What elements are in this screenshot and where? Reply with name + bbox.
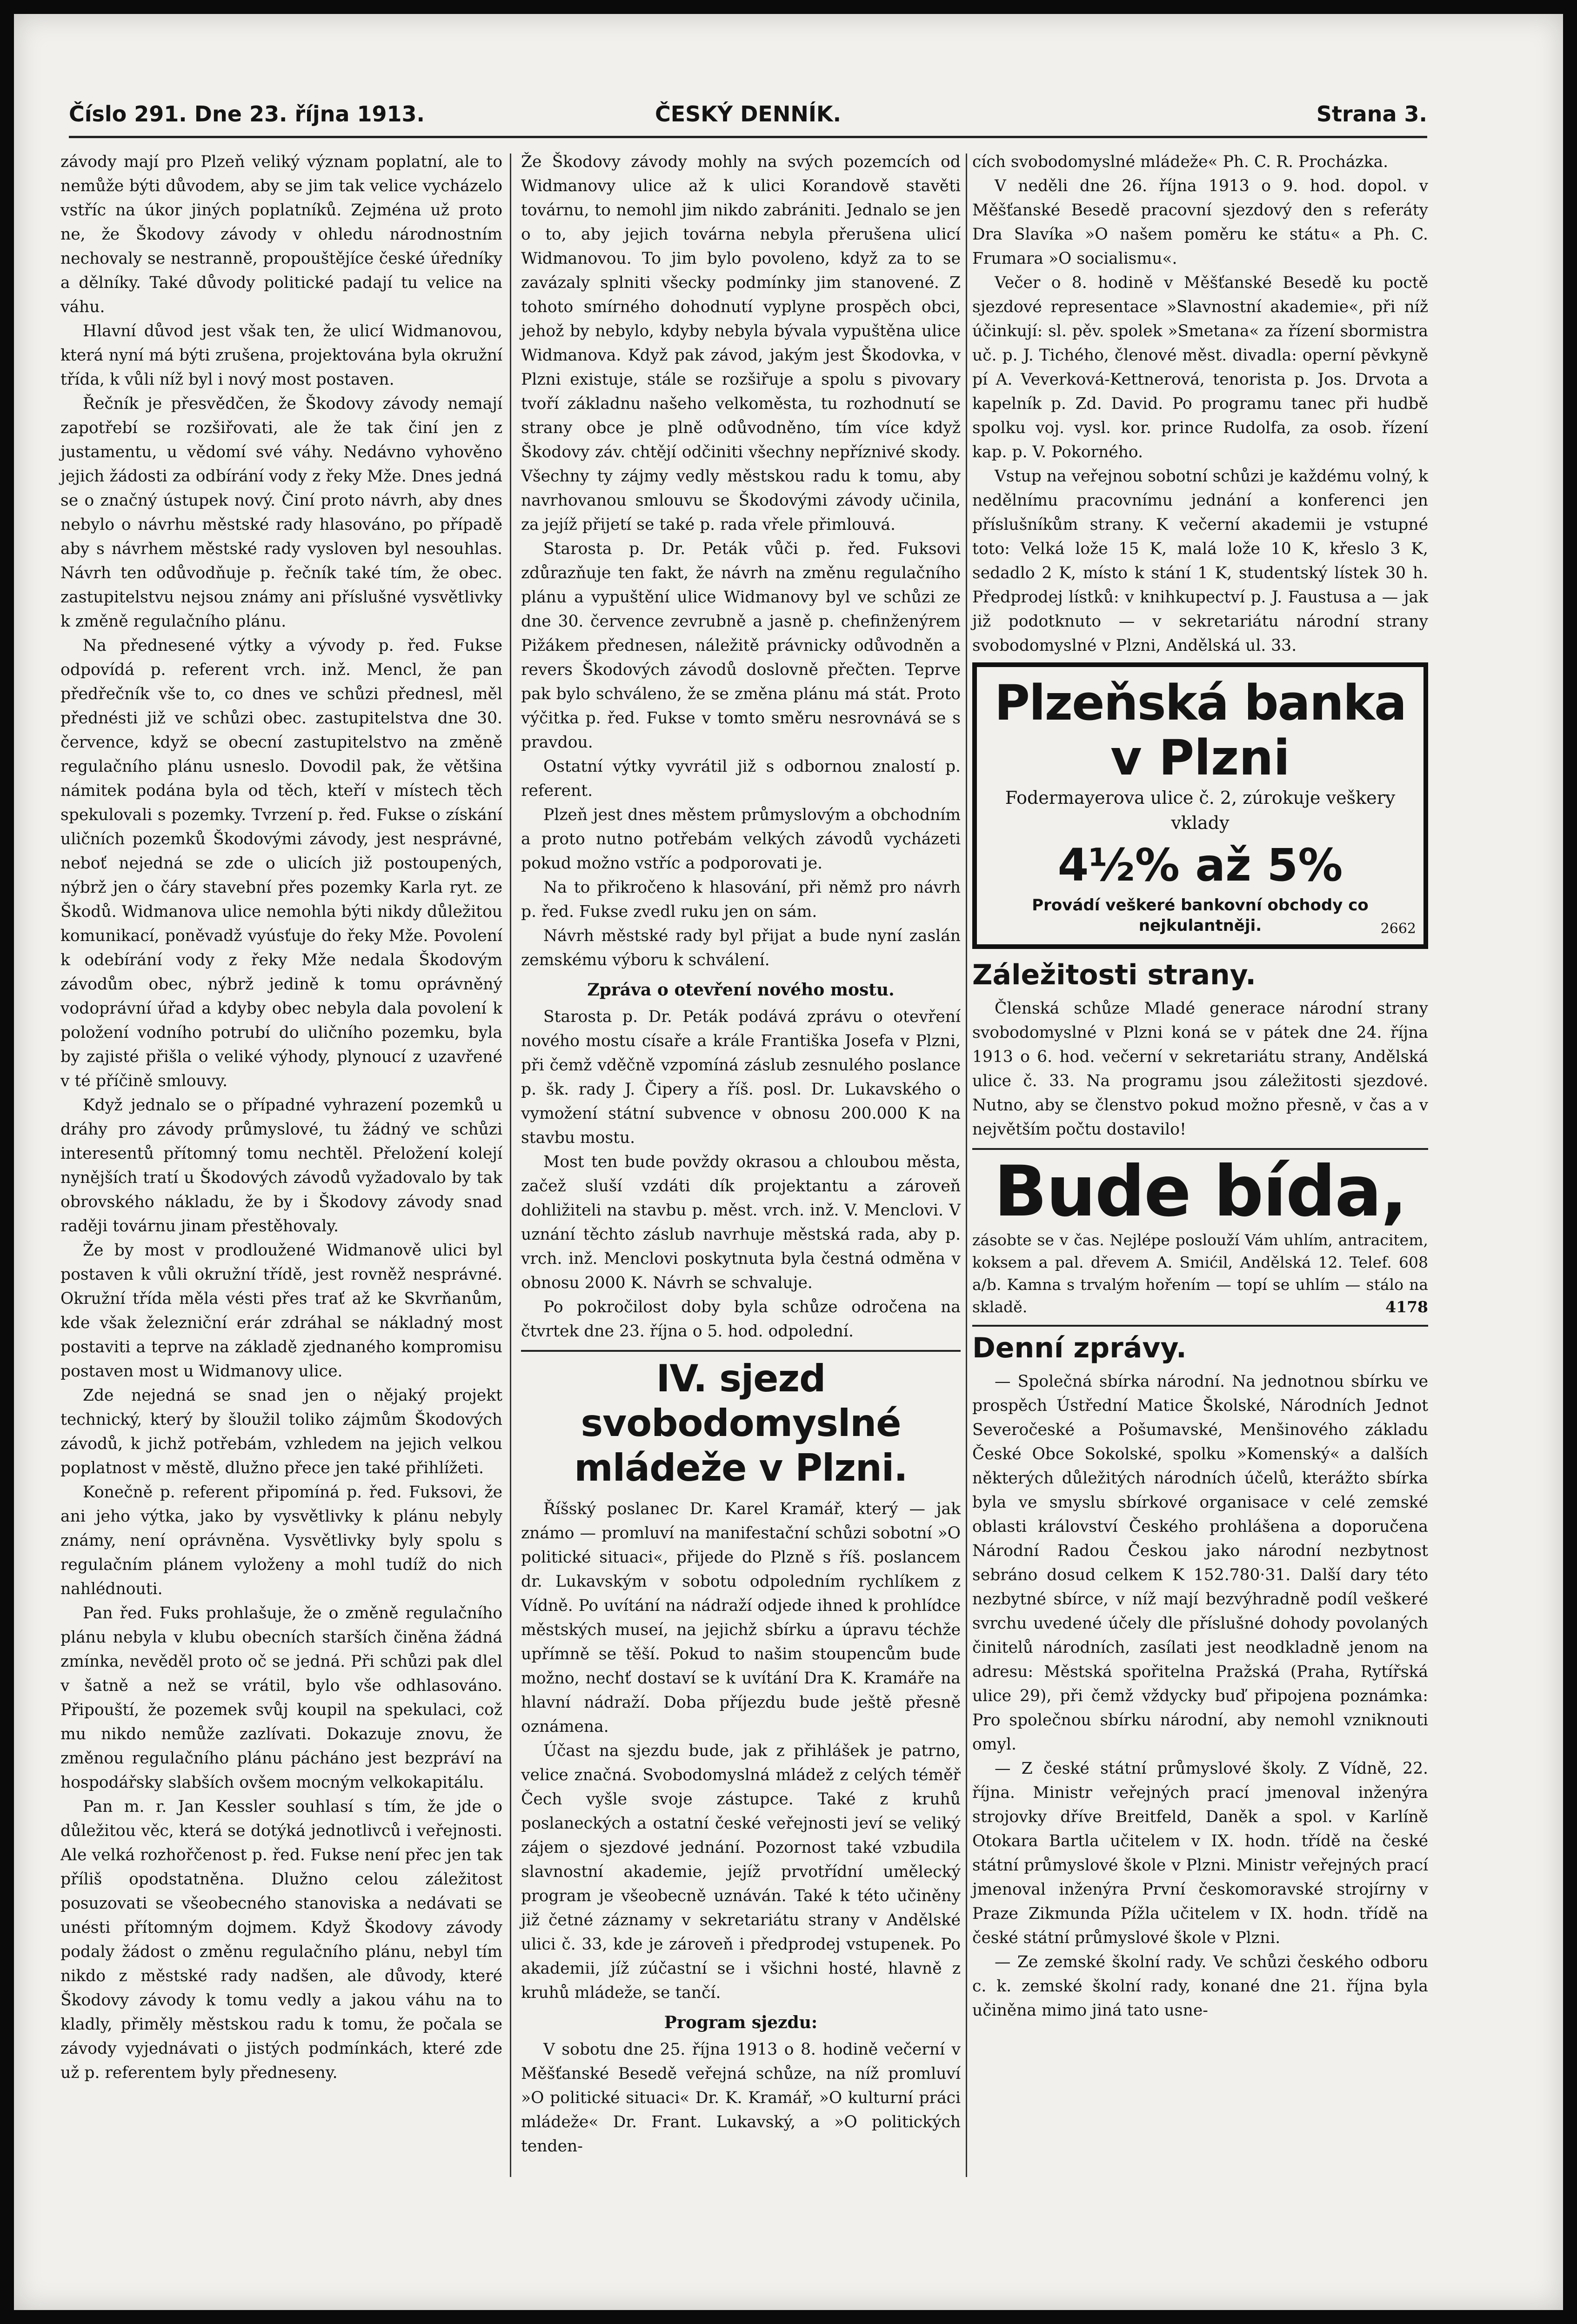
paragraph: Vstup na veřejnou sobotní schůzi je každému volný, k nedělnímu pracovnímu jednání a konferenci jen příslušníkům strany. K večerní akademii je vstupné toto: Velká lože 15 K, malá lože 10 K, křeslo 3 K, sedadlo 2 K, místo k stání 1 K, studentský lístek 30 h. Předprodej lístků: v knihkupectví p. J. Faustusa a — jak již podotknuto — v sekretariátu národní strany svobodomyslné v Plzni, Andělská ul. 33. [972, 467, 1428, 655]
paragraph: Členská schůze Mladé generace národní strany svobodomyslné v Plzni koná se v pátek dne 24. října 1913 o 6. hod. večerní v sekretariátu strany, Andělská ulice č. 33. Na programu jsou záležitosti sjezdové. Nutno, aby se členstvo pokud možno přesně, v čas a v největším počtu dostavilo! [972, 999, 1428, 1139]
paragraph: Pan řed. Fuks prohlašuje, že o změně regulačního plánu nebyla v klubu obecních starších činěna žádná zmínka, nevěděl proto oč se jedná. Při schůzi pak dlel v šatně a než se vrátil, bylo vše odhlasováno. Připouští, že pozemek svůj koupil na spekulaci, což mu nikdo nemůže zazlívati. Dokazuje znovu, že změnou regulačního plánu pácháno jest bezpráví na hospodářsky slabších ovšem mocným velkokapitálu. [60, 1604, 502, 1792]
subheading-program: Program sjezdu: [664, 2013, 818, 2032]
issue-date: Číslo 291. Dne 23. října 1913. [69, 101, 425, 127]
paragraph: Konečně p. referent připomíná p. řed. Fuksovi, že ani jeho výtka, jako by vysvětlivky k plánu nebyly známy, není oprávněna. Vysvětlivky byly spolu s regulačním plánem vyloženy a mohl tudíž do nich nahlédnouti. [60, 1483, 502, 1598]
bank-address: Fodermayerova ulice č. 2, zúrokuje veškery vklady [1005, 788, 1396, 833]
paragraph: Návrh městské rady byl přijat a bude nyní zaslán zemskému výboru k schválení. [521, 927, 961, 969]
interest-rate: 4½% až 5% [1057, 839, 1343, 891]
paragraph: Hlavní důvod jest však ten, že ulicí Widmanovou, která nyní má býti zrušena, projektována byla okružní třída, k vůli níž byl i nový most postaven. [60, 322, 502, 389]
coal-ad-text: zásobte se v čas. Nejlépe poslouží Vám uhlím, antracitem, koksem a pal. dřevem A. Smićil, Andělská 12. Telef. 608 a/b. Kamna s trvalým hořením — topí se uhlím — stálo na skladě. 4178 [972, 1229, 1428, 1318]
header-rule [69, 136, 1427, 138]
paragraph: Že Škodovy závody mohly na svých pozemcích od Widmanovy ulice až k ulici Korandově stavěti továrnu, to nemohl jim nikdo zabrániti. Jednalo se jen o to, aby jejich továrna nebyla přerušena ulicí Widmanovou. To jim bylo povoleno, když za to se zavázaly splniti všecky podmínky jim stanovené. Z tohoto smírného dohodnutí vyplyne prospěch obci, jehož by nebylo, kdyby nebyla bývala vypuštěna ulice Widmanova. Když pak závod, jakým jest Škodovka, v Plzni existuje, stále se rozšiřuje a spolu s pivovary tvoří základnu našeho velkoměsta, tu rozhodnutí se strany obce je plně odůvodněno, tím více když Škodovy záv. chtějí odčiniti všechny nepříznivé skody. Všechny ty zájmy vedly městskou radu k tomu, aby navrhovanou smlouvu se Škodovými závody učinila, za jejíž přijetí se také p. rada vřele přimlouvá. [521, 153, 961, 534]
paragraph: Ostatní výtky vyvrátil již s odbornou znalostí p. referent. [521, 757, 961, 800]
paragraph: Pan m. r. Jan Kessler souhlasí s tím, že jde o důležitou věc, která se dotýká jednotlivců i veřejnosti. Ale velká rozhořčenost p. řed. Fukse není přec jen tak příliš opodstatněna. Dlužno celou záležitost posuzovati se všeobecného stanoviska a nedávati se unésti přítomným dojmem. Když Škodovy závody podaly žádost o změnu regulačního plánu, nebyl tím nikdo z městské rady nadšen, ale důvody, které Škodovy závody k tomu vedly a jakou váhu na to kladly, přiměly městskou radu k tomu, že počala se závody vyjednávati o jistých podmínkách, které zde už p. referentem byly předneseny. [60, 1797, 502, 2082]
paragraph: — Společná sbírka národní. Na jednotnou sbírku ve prospěch Ústřední Matice Školské, Národních Jednot Severočeské a Pošumavské, Menšinového základu České Obce Sokolské, spolku »Komenský« a dalších některých důležitých národních účelů, kterážto sbírka byla ve smyslu sbírkové organisace v celé zemské oblasti království Českého prohlášena a doporučena Národní Radou Českou jako národní nezbytnost sebráno dosud celkem K 152.780·31. Další dary této nezbytné sbírce, v níž mají bezvýhradně podíl veškeré svrchu uvedené účely dle příslušné dohody povolaných činitelů národních, zasílati jest neodkladně jenom na adresu: Městská spořitelna Pražská (Praha, Rytířská ulice 29), při čemž vždycky buď připojena poznámka: Pro společnou sbírku národní, aby nemohl vzniknouti omyl. [972, 1372, 1428, 1754]
section-heading-daily-news: Denní zprávy. [972, 1332, 1187, 1364]
section-rule [521, 1350, 961, 1352]
column-2 [521, 150, 961, 2158]
bank-advertisement [972, 662, 1428, 949]
paragraph: Večer o 8. hodině v Měšťanské Besedě ku poctě sjezdové representace »Slavnostní akademie«, při níž účinkují: sl. pěv. spolek »Smetana« za řízení sbormistra uč. p. J. Tichého, členové měst. divadla: operní pěvkyně pí A. Veverková-Kettnerová, tenorista p. Jos. Drvota a kapelník p. Zd. David. Po programu tanec při hudbě spolku voj. vysl. kor. prince Rudolfa, za osob. řízení kap. p. V. Pokorného. [972, 274, 1428, 461]
newspaper-page [14, 14, 1563, 2310]
column-1 [60, 150, 502, 2085]
paragraph: Starosta p. Dr. Peták vůči p. řed. Fuksovi zdůrazňuje ten fakt, že návrh na změnu regulačního plánu a vypuštění ulice Widmanovy byl ve schůzi ze dne 30. července zevrubně a jasně p. chefinženýrem Pižákem přednesen, náležitě právnicky odůvodněn a revers Škodových závodů doslovně přečten. Teprve pak bylo schváleno, že se změna plánu má stát. Proto výčitka p. řed. Fukse v tomto směru nesrovnává se s pravdou. [521, 540, 961, 752]
section-heading-party: Záležitosti strany. [972, 959, 1256, 991]
masthead: ČESKÝ DENNÍK. [655, 101, 842, 127]
paragraph: Na přednesené výtky a vývody p. řed. Fukse odpovídá p. referent vrch. inž. Mencl, že pan předřečník vše to, co dnes ve schůzi přednesl, měl přednésti již ve schůzi obec. zastupitelstva dne 30. července, když se obecní zastupitelstvo na změně regulačního plánu usneslo. Dovodil pak, že většina námitek podána byla od těch, kteří v místech těch spekulovali s pozemky. Tvrzení p. řed. Fukse o získání uličních pozemků Škodovými závody, jest nesprávné, neboť nejedná se zde o ulicích již postoupených, nýbrž jen o čáry stavební přes pozemky Karla ryt. ze Škodů. Widmanova ulice nemohla býti nikdy důležitou komunikací, poněvadž vyúsťuje do řeky Mže. Povolení k odebírání vody z řeky Mže nedala Škodovým závodům obec, nýbrž jedině k tomu oprávněný vodoprávní úřad a kdyby obec nebyla dala povolení k položení vodního potrubí do uličního pozemku, byla by zajisté přišla o veliké výhody, plynoucí z uzavřené v té příčině smlouvy. [60, 636, 502, 1090]
paragraph: Říšský poslanec Dr. Karel Kramář, který — jak známo — promluví na manifestační schůzi sobotní »O politické situaci«, přijede do Plzně s říš. poslancem dr. Lukavským v sobotu odpoledním rychlíkem z Vídně. Po uvítání na nádraží odjede ihned k prohlídce městských museí, na jejichž sbírku a úpravu téchže upřímně se těší. Pokud to našim stoupencům bude možno, nechť dostaví se k uvítání Dra K. Kramáře na hlavní nádraží. Doba příjezdu bude ještě přesně oznámena. [521, 1500, 961, 1736]
column-divider [510, 154, 511, 2177]
ad-number: 4178 [1385, 1298, 1428, 1316]
coal-ad-title: Bude bída, [994, 1151, 1407, 1232]
bank-city: v Plzni [1110, 729, 1290, 786]
section-rule [972, 1148, 1428, 1150]
bank-name: Plzeňská banka [994, 674, 1406, 731]
paragraph: závody mají pro Plzeň veliký význam poplatní, ale to nemůže býti důvodem, aby se jim tak velice vycházelo vstříc na úkor jiných poplatníků. Zejména už proto ne, že Škodovy závody v ohledu národnostním nechovaly se nestranně, propouštějíce české úředníky a dělníky. Také důvody politické padají tu velice na váhu. [60, 153, 502, 316]
headline-youth-congress: IV. sjezd svobodomyslné mládeže v Plzni. [574, 1357, 908, 1489]
paragraph: Starosta p. Dr. Peták podává zprávu o otevření nového mostu císaře a krále Františka Josefa v Plzni, při čemž vděčně vzpomíná záslub zesnulého poslance p. šk. rady J. Čipery a říš. posl. Dr. Lukavského o vymožení státní subvence v obnosu 200.000 K na stavbu mostu. [521, 1008, 961, 1147]
paragraph: V neděli dne 26. října 1913 o 9. hod. dopol. v Měšťanské Besedě pracovní sjezdový den s referáty Dra Slavíka »O našem poměru ke státu« a Ph. C. Frumara »O socialismu«. [972, 177, 1428, 268]
coal-advertisement [972, 1151, 1428, 1318]
paragraph: Účast na sjezdu bude, jak z přihlášek je patrno, velice značná. Svobodomyslná mládež z celých téměř Čech vyšle svoje zástupce. Také z kruhů poslaneckých a ostatní české veřejnosti jeví se veliký zájem o sjezdové jednání. Pozornost také vzbudila slavnostní akademie, jejíž prvotřídní umělecký program je všeobecně uznáván. Také k této učiněny již četné záznamy v sekretariátu strany v Andělské ulici č. 33, kde je zároveň i předprodej vstupenek. Po akademii, jíž zúčastní se i všichni hosté, hlavně z kruhů mládeže, se tančí. [521, 1742, 961, 2002]
paragraph: Po pokročilost doby byla schůze odročena na čtvrtek dne 23. října o 5. hod. odpolední. [521, 1298, 961, 1341]
paragraph: cích svobodomyslné mládeže« Ph. C. R. Procházka. [972, 153, 1389, 171]
subheading-bridge: Zpráva o otevření nového mostu. [587, 980, 895, 1000]
paragraph: — Ze zemské školní rady. Ve schůzi českého odboru c. k. zemské školní rady, konané dne 21. října byla učiněna mimo jiná tato usne- [972, 1953, 1428, 2020]
paragraph: V sobotu dne 25. října 1913 o 8. hodině večerní v Měšťanské Besedě veřejná schůze, na níž promluví »O politické situaci« Dr. K. Kramář, »O kulturní práci mládeže« Dr. Frant. Lukavský, a »O politických tenden- [521, 2040, 961, 2156]
ad-number: 2662 [1380, 921, 1416, 937]
paragraph: — Z české státní průmyslové školy. Z Vídně, 22. října. Ministr veřejných prací jmenoval inženýra strojovky dříve Breitfeld, Daněk a spol. v Karlíně Otokara Bartla učitelem v IX. hodn. třídě na české státní průmyslové škole v Plzni. Ministr veřejných prací jmenoval inženýra První českomoravské strojírny v Praze Zikmunda Pížla učitelem v IX. hodn. třídě na české státní průmyslové škole v Plzni. [972, 1759, 1428, 1947]
section-rule [972, 1325, 1428, 1327]
paragraph: Most ten bude povždy okrasou a chloubou města, začež sluší vzdáti dík projektantu a zároveň dohližiteli na stavbu p. měst. vrch. inž. V. Menclovi. V uznání těchto záslub navrhuje městská rada, aby p. vrch. inž. Menclovi poskytnuta byla čestná odměna v obnosu 2000 K. Návrh se schvaluje. [521, 1153, 961, 1292]
page-header [69, 98, 1427, 135]
paragraph: Zde nejedná se snad jen o nějaký projekt technický, který by šloužil toliko zájmům Škodových závodů, k jichž potřebám, vzhledem na jejich velkou poplatnost v městě, dlužno přece jen také přihlížeti. [60, 1386, 502, 1477]
paragraph: Když jednalo se o případné vyhrazení pozemků u dráhy pro závody průmyslové, tu žádný ve schůzi interesentů přítomný tomu nechtěl. Přeložení kolejí nynějších tratí u Škodových závodů vyžadovalo by tak obrovského nákladu, že by i Škodovy závody snad raději továrnu jinam přestěhovaly. [60, 1096, 502, 1235]
paragraph: Řečník je přesvědčen, že Škodovy závody nemají zapotřebí se rozšiřovati, ale že tak činí jen z justamentu, u vědomí své váhy. Nedávno vyhověno jejich žádosti za odbírání vody z řeky Mže. Dnes jedná se o značný ústupek nový. Činí proto návrh, aby dnes nebylo o návrhu městské rady hlasováno, po případě aby s návrhem městské rady vysloven byl nesouhlas. Návrh ten odůvodňuje p. řečník také tím, že obec. zastupitelstvu nejsou známy ani příslušné vysvětlivky k změně regulačního plánu. [60, 394, 502, 631]
paragraph: Na to přikročeno k hlasování, při němž pro návrh p. řed. Fukse zvedl ruku jen on sám. [521, 878, 961, 921]
paragraph: Plzeň jest dnes městem průmyslovým a obchodním a proto nutno potřebám velkých závodů vycházeti pokud možno vstříc a podporovati je. [521, 806, 961, 873]
paragraph: Že by most v prodloužené Widmanově ulici byl postaven k vůli okružní třídě, jest rovněž nesprávné. Okružní třída měla vésti přes trať až ke Skvrňanům, kde však železniční erár zdráhal se nákladný most postaviti a teprve na základě zjednaného kompromisu postaven most u Widmanovy ulice. [60, 1241, 502, 1381]
page-number: Strana 3. [1316, 101, 1427, 127]
bank-services: Provádí veškeré bankovní obchody co nejkulantněji. [1032, 896, 1369, 935]
column-3 [972, 150, 1428, 2023]
column-divider [966, 154, 967, 2177]
